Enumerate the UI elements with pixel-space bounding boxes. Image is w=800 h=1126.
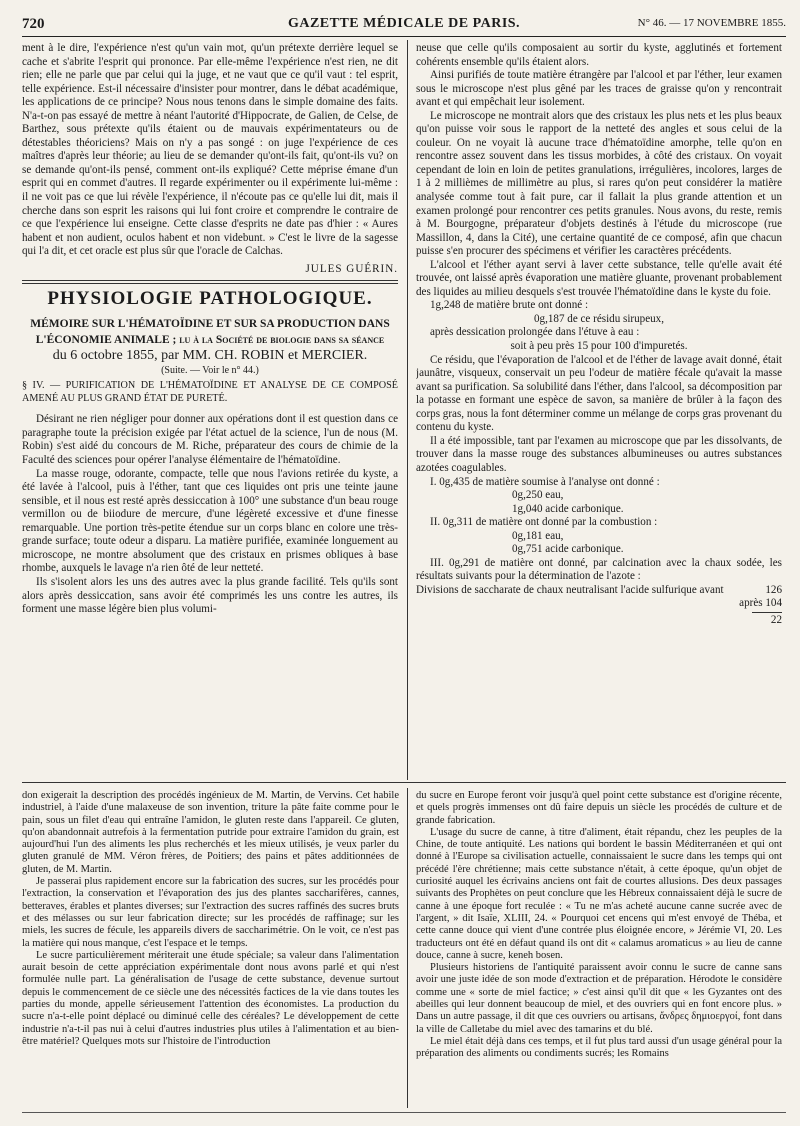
column-divider <box>407 40 408 780</box>
measurement-line: soit à peu près 15 pour 100 d'impuretés. <box>510 340 688 353</box>
paragraph: Le microscope ne montrait alors que des cristaux les plus nets et les plus beaux qu'on puisse voir sous le rapport de la netteté des angles et sous celui de la couleur. On ne voyait là aucune trace d'hématoïdine amorphe, telle qu'on en rencontre assez souvent dans les tissus morbides, à côté des cristaux. On voyait cependant de loin en loin de petites granulations, irrégulières, incolores, larges de 1 à 2 millièmes de millimètre au plus, si rares qu'on peut considérer la matière analysée comme tout à fait pure, car il fallait la plus grande attention et un examen prolongé pour rencontrer ces petits granules. Nous avons, du reste, remis à M. Bourgogne, préparateur d'objets destinés à l'étude du microscope (rue Massillon, 4, dans la Cité), une certaine quantité de ce composé, afin que chacun puisse s'en procurer des spécimens et vérifier les caractères précédents. <box>416 109 782 258</box>
right-column <box>416 42 782 778</box>
page-header <box>22 14 786 37</box>
paragraph: Ainsi purifiés de toute matière étrangère par l'alcool et par l'éther, leur examen sous le microscope n'est plus gêné par les traces de graisse qu'on y rencontrait avant et qui empêchait leur isolement. <box>416 69 782 109</box>
result-value: 104 <box>765 597 782 610</box>
measurement-line: 0g,187 de ce résidu sirupeux, <box>533 312 664 325</box>
result-row <box>416 597 782 611</box>
result-label: Divisions de saccharate de chaux neutralisant l'acide sulfurique avant <box>416 583 724 596</box>
paragraph: Ce résidu, que l'évaporation de l'alcool et de l'éther de lavage avait donné, était jaunâtre, visqueux, conservait un peu l'odeur de matière fécale qu'avait la masse avant sa purification. Sa solubilité dans l'éther, dans l'alcool, sa décomposition par la potasse en formant une espèce de savon, sa manière de brûler à la façon des corps gras, nous la font déterminer comme un mélange de corps gras provenant du contenu du kyste. <box>416 353 782 434</box>
memoir-title-text: MÉMOIRE SUR L'HÉMATOÏDINE ET SUR SA PRODUCTION DANS L'ÉCONOMIE ANIMALE ; lu à la Société de biologie dans sa séance <box>30 317 390 346</box>
paragraph: Désirant ne rien négliger pour donner aux opérations dont il est question dans ce paragraphe toute la précision exigée par l'état actuel de la science, l'un de nous (M. Robin) s'est aidé du concours de M. Riche, préparateur des cours de chimie de la Faculté des sciences pour opérer l'analyse élémentaire de l'hématoïdine. <box>22 413 398 467</box>
feuilleton-left-column <box>22 790 399 1108</box>
paragraph: L'usage du sucre de canne, à titre d'aliment, était répandu, chez les peuples de la Chine, de toute antiquité. Les nations qui bordent le bassin Méditerranéen et qui ont donné à l'Europe sa civilisation actuelle, connaissaient le sucre dans les temps qui ont précédé l'ère chrétienne; mais cette substance n'était, à cette époque, qu'un objet de curiosité auquel les écrivains anciens ont fait de courtes allusions. Des deux passages suivants des Prophètes on peut conclure que les Hébreux connaissaient déjà le sucre de canne à une époque fort reculée : « Tu ne m'as acheté aucune canne sucrée avec de l'argent, » dit Isaïe, XLIII, 24. « Pourquoi cet encens qui m'est envoyé de Théba, et cette canne douce qui vient d'une contrée plus éloignée encore, » Jérémie VI, 20. Les traducteurs ont été en défaut quand ils ont dit « calamus aromaticus » au lieu de canne douce, canne à sucre, keneh bosen. <box>416 826 782 961</box>
analysis-value: 0g,250 eau, <box>512 489 564 502</box>
result-value: 126 <box>765 583 782 596</box>
page-bottom-rule <box>22 1112 786 1113</box>
result-value: 22 <box>770 613 782 626</box>
issue-line: N° 46. — 17 NOVEMBRE 1855. <box>637 17 786 29</box>
analysis-line: III. 0g,291 de matière ont donné, par calcination avec la chaux sodée, les résultats suivants pour la détermination de l'azote : <box>416 556 782 583</box>
memoir-date: du 6 octobre 1855, par MM. CH. ROBIN et MERCIER. <box>52 347 368 363</box>
section-title: PHYSIOLOGIE PATHOLOGIQUE. <box>47 288 373 310</box>
analysis-value: 1g,040 acide carbonique. <box>512 502 624 515</box>
measurement-line: 1g,248 de matière brute ont donné : <box>430 299 589 312</box>
result-row <box>416 584 782 598</box>
result-row <box>416 614 782 628</box>
analysis-line: I. 0g,435 de matière soumise à l'analyse ont donné : <box>430 475 660 488</box>
page-number: 720 <box>22 16 45 32</box>
paragraph: Le sucre particulièrement mériterait une étude spéciale; sa valeur dans l'alimentation aurait besoin de cette appréciation expérimentale dont nous avons parlé et qui n'est formulée nulle part. La généralisation de l'usage de cette substance, devenue surtout depuis le commencement de ce siècle une des nécessités factices de la vie dans toutes les parties du monde, appelle sérieusement l'attention des économistes. La production du sucre n'a-t-elle point déplacé ou diminué celle des céréales? Le développement de cette industrie n'a-t-il pas nui à celui d'autres industries plus utiles à l'alimentation et au bien-être matériel? Quelques mots sur l'histoire de l'introduction <box>22 949 399 1047</box>
paragraph: Je passerai plus rapidement encore sur la fabrication des sucres, sur les procédés pour l'extraction, la conservation et l'évaporation des jus des plantes saccharifères, cannes, betteraves, érables et plantes diverses; sur l'extraction des sucres raffinés des sucres bruts et des mélasses ou sur leur fabrication directe; sur les procédés de raffinage; sur les miels, les sucres de fécule, les appareils divers de saccharimétrie. On le voit, ce n'est pas la matière qui nous manque, c'est l'espace et le temps. <box>22 876 399 949</box>
measurement-line: après dessication prolongée dans l'étuve à eau : <box>430 326 640 339</box>
journal-title: GAZETTE MÉDICALE DE PARIS. <box>287 16 521 31</box>
paragraph: La masse rouge, odorante, compacte, telle que nous l'avions retirée du kyste, a été lavée à l'alcool, puis à l'éther, tant que ces liquides ont pris une teinte jaune sensible, et il nous est resté après dessiccation à 100° une substance d'un beau rouge vermillon ou de biiodure de mercure, d'une légèreté excessive et d'une finesse remarquable. Une portion très-petite étendue sur un corps blanc en colore une très-grande surface; toute odeur a disparu. La matière purifiée, examinée longuement au microscope, ne montre absolument que des cristaux en prismes obliques à base rhombe, auxquels le lavage n'a rien ôté de leur netteté. <box>22 467 398 575</box>
left-column <box>22 42 398 778</box>
subsection-heading: § IV. — PURIFICATION DE L'HÉMATOÏDINE ET ANALYSE DE CE COMPOSÉ AMENÉ AU PLUS GRAND ÉTAT DE PURETÉ. <box>22 380 398 405</box>
paragraph: Ils s'isolent alors les uns des autres avec la plus grande facilité. Tels qu'ils sont alors après dessiccation, sans avoir été comprimés les uns contre les autres, ils forment une masse légère bien plus volumi- <box>22 575 398 616</box>
paragraph: don exigerait la description des procédés ingénieux de M. Martin, de Vervins. Cet habile industriel, à l'aide d'une malaxeuse de son invention, triture la pâte faite comme pour le pain, sous un filet d'eau qui entraîne l'amidon, le gluten reste dans l'appareil. Ce gluten, qu'on abandonnait autrefois à la fermentation putride pour extraire l'amidon du grain, est aujourd'hui l'un des aliments les plus recherchés et les mieux utilisés, je veux parler du gluten granulé de MM. Véron frères, de Poitiers; des pains et pâtes additionnées de gluten, de M. Martin. <box>22 790 399 875</box>
paragraph: Il a été impossible, tant par l'examen au microscope que par les dissolvants, de trouver dans la masse rouge des substances albumineuses ou autres substances azotées coagulables. <box>416 434 782 474</box>
analysis-value: 0g,181 eau, <box>512 529 564 542</box>
feuilleton-divider <box>22 782 786 783</box>
column-divider <box>407 788 408 1108</box>
paragraph: ment à le dire, l'expérience n'est qu'un vain mot, qu'un prétexte derrière lequel se cache et s'abrite l'esprit qui prononce. Par elle-même l'expérience n'est rien, ne dit rien; elle ne parle que par celui qui la juge, et ne vaut que ce qu'il vaut : tel esprit, telle expérience. Est-il nécessaire d'insister pour montrer, dans le débat académique, les applications de ce principe? Nous nous tenons dans le simple domaine des faits. N'a-t-on pas essayé de mettre à néant l'autorité d'Hippocrate, de Galien, de Celse, de Barthez, sous prétexte qu'ils étaient ou de mauvais expérimentateurs ou de détestables théoriciens? Mais on n'y a pas songé : on juge l'expérience de ces maîtres d'après leur théorie; au lieu de se demander qu'ont-ils fait, qu'ont-ils vu? on se demande qu'ont-ils pensé, comment ont-ils expliqué? Cette méprise émane d'un esprit qui en commet d'autres. Il regarde expérimenter ou il expérimente lui-même : il ne voit pas ce que lui révèle l'expérience, il n'écoute pas ce qu'elle lui dit, mais il cherche dans son esprit les raisons qui lui font croire et comprendre le contraire de ce que l'expérience lui enseigne. Cette classe d'esprits ne date pas d'hier : « Aures habent et non audient, oculos habent et non videbunt. » C'est le livre de la sagesse qui l'a dit, et cet oracle est plus sûr que l'oracle de Calchas. <box>22 42 398 258</box>
feuilleton-right-column <box>416 790 782 1108</box>
paragraph: Le miel était déjà dans ces temps, et il fut plus tard aussi d'un usage général pour la préparation des aliments ou condiments sucrés; les Romains <box>416 1035 782 1060</box>
memoir-title <box>22 316 398 364</box>
paragraph: du sucre en Europe feront voir jusqu'à quel point cette substance est d'origine récente, et quels progrès immenses ont dû faire depuis un siècle les procédés de culture et de grande fabrication. <box>416 790 782 826</box>
analysis-value: 0g,751 acide carbonique. <box>512 543 624 556</box>
paragraph: Plusieurs historiens de l'antiquité paraissent avoir connu le sucre de canne sans avoir une juste idée de son mode d'extraction et de préparation. Hérodote le considère comme une « sorte de miel factice; » c'est ainsi qu'il dit que « les Gyzantes ont des abeilles qui leur donnent beaucoup de miel, et des ouvriers qui en font encore plus. » Dans un autre passage, il dit que ces ouvriers ou artisans, ἄνδρες δημιοεργοί, font dans la ville de Calletabe du miel avec des tamarins et du blé. <box>416 962 782 1035</box>
paragraph: L'alcool et l'éther ayant servi à laver cette substance, telle qu'elle avait été trouvée, ont laissé après évaporation une matière gluante, provenant probablement des liquides au milieu desquels s'est trouvée l'hématoïdine dans le kyste du foie. <box>416 258 782 298</box>
analysis-line: II. 0g,311 de matière ont donné par la combustion : <box>430 516 658 529</box>
continuation-note: (Suite. — Voir le n° 44.) <box>161 364 259 376</box>
paragraph: neuse que celle qu'ils composaient au sortir du kyste, agglutinés et fortement cohérents ensemble qu'ils étaient alors. <box>416 42 782 68</box>
sum-rule <box>752 612 782 613</box>
author-signature: JULES GUÉRIN. <box>305 262 398 275</box>
section-rule <box>22 280 398 284</box>
result-label: après <box>739 597 763 610</box>
